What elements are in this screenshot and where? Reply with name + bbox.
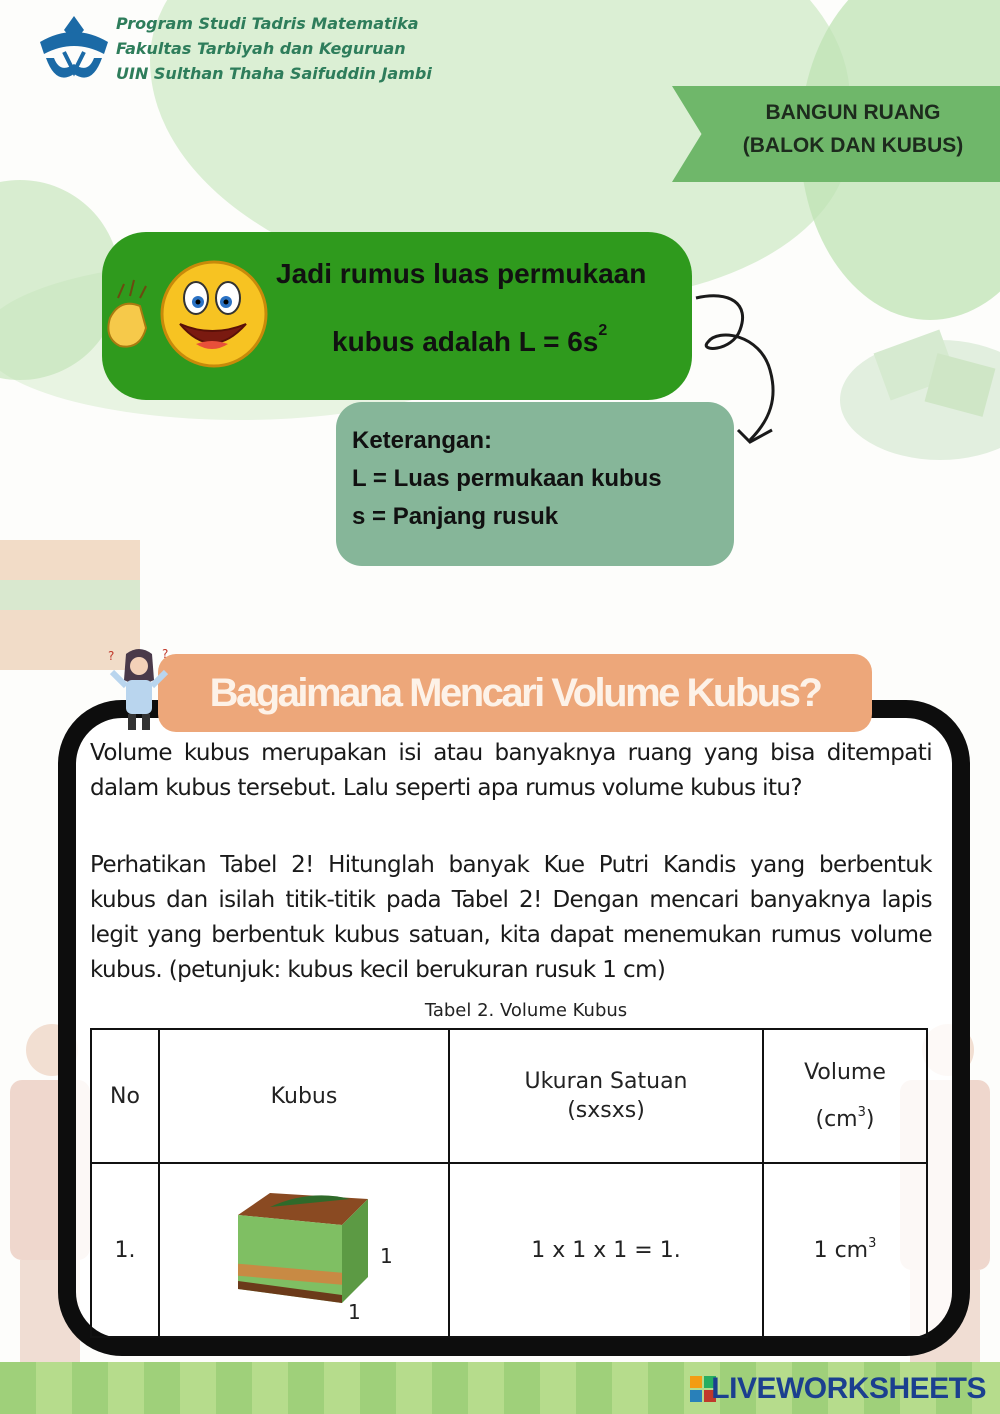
topic-line-2: (BALOK DAN KUBUS) [742, 134, 964, 157]
keterangan-item-s: s = Panjang rusuk [352, 503, 559, 530]
student-character-icon [104, 644, 174, 734]
formula-line-1: Jadi rumus luas permukaan [276, 258, 647, 289]
paragraph-instruction: Perhatikan Tabel 2! Hitunglah banyak Kue Putri Kandis yang berbentuk kubus dan isilah titik-titik pada Tabel 2! Dengan mencari banyaknya lapis legit yang berbentuk kubus satuan, kita dapat menemukan rumus volume kubus. (petunjuk: kubus kecil berukuran rusuk 1 cm) [90, 852, 932, 983]
header-volume [763, 1029, 927, 1163]
header-ukuran-line-2: (sxsxs) [567, 1098, 645, 1123]
header-volume-exponent: 3 [857, 1105, 866, 1120]
formula-text: kubus adalah L = 6s [332, 326, 599, 357]
institution-line-3: UIN Sulthan Thaha Saifuddin Jambi [116, 64, 432, 83]
section-title: Bagaimana Mencari Volume Kubus? [209, 671, 821, 715]
cake-edge-right-label: 1 [380, 1244, 393, 1268]
institution-line-2: Fakultas Tarbiyah dan Keguruan [116, 39, 406, 58]
keterangan-box [336, 402, 734, 566]
svg-text:?: ? [162, 647, 169, 661]
cake-edge-bottom-label: 1 [348, 1300, 361, 1324]
keterangan-title: Keterangan: [352, 427, 493, 454]
row-no: 1. [91, 1163, 159, 1337]
row-volume [763, 1163, 927, 1337]
topic-line-1: BANGUN RUANG [765, 101, 941, 124]
table-row [91, 1163, 927, 1337]
paragraph-definition: Volume kubus merupakan isi atau banyaknya ruang yang bisa ditempati dalam kubus tersebut. Lalu seperti apa rumus volume kubus itu? [90, 740, 932, 801]
header-volume-unit: (cm [815, 1107, 858, 1132]
smiley-thumbs-up-icon [100, 258, 272, 368]
topic-label [706, 96, 1000, 162]
header-no: No [91, 1029, 159, 1163]
formula-exponent: 2 [598, 321, 608, 339]
table-caption: Tabel 2. Volume Kubus [424, 1000, 628, 1021]
volume-table [90, 1028, 928, 1338]
institution-line-1: Program Studi Tadris Matematika [116, 14, 419, 33]
header-volume-line-1: Volume [804, 1060, 886, 1085]
header-ukuran [449, 1029, 763, 1163]
liveworksheets-brand[interactable]: LIVEWORKSHEETS [711, 1372, 986, 1405]
formula-line-2 [332, 321, 608, 358]
keterangan-item-L: L = Luas permukaan kubus [352, 465, 662, 492]
header-volume-close: ) [865, 1107, 875, 1132]
header-ukuran-line-1: Ukuran Satuan [524, 1069, 688, 1094]
header-volume-line-2 [764, 1107, 926, 1132]
table-header-row [91, 1029, 927, 1163]
cake-plate-decoration [830, 300, 1000, 480]
row-volume-exponent: 3 [868, 1235, 877, 1251]
row-ukuran: 1 x 1 x 1 = 1. [449, 1163, 763, 1337]
cake-cube-icon [230, 1185, 380, 1315]
header-kubus: Kubus [159, 1029, 449, 1163]
row-kubus [159, 1163, 449, 1337]
university-logo-icon [34, 12, 114, 88]
row-volume-value: 1 cm [813, 1237, 869, 1263]
svg-text:?: ? [108, 649, 115, 663]
